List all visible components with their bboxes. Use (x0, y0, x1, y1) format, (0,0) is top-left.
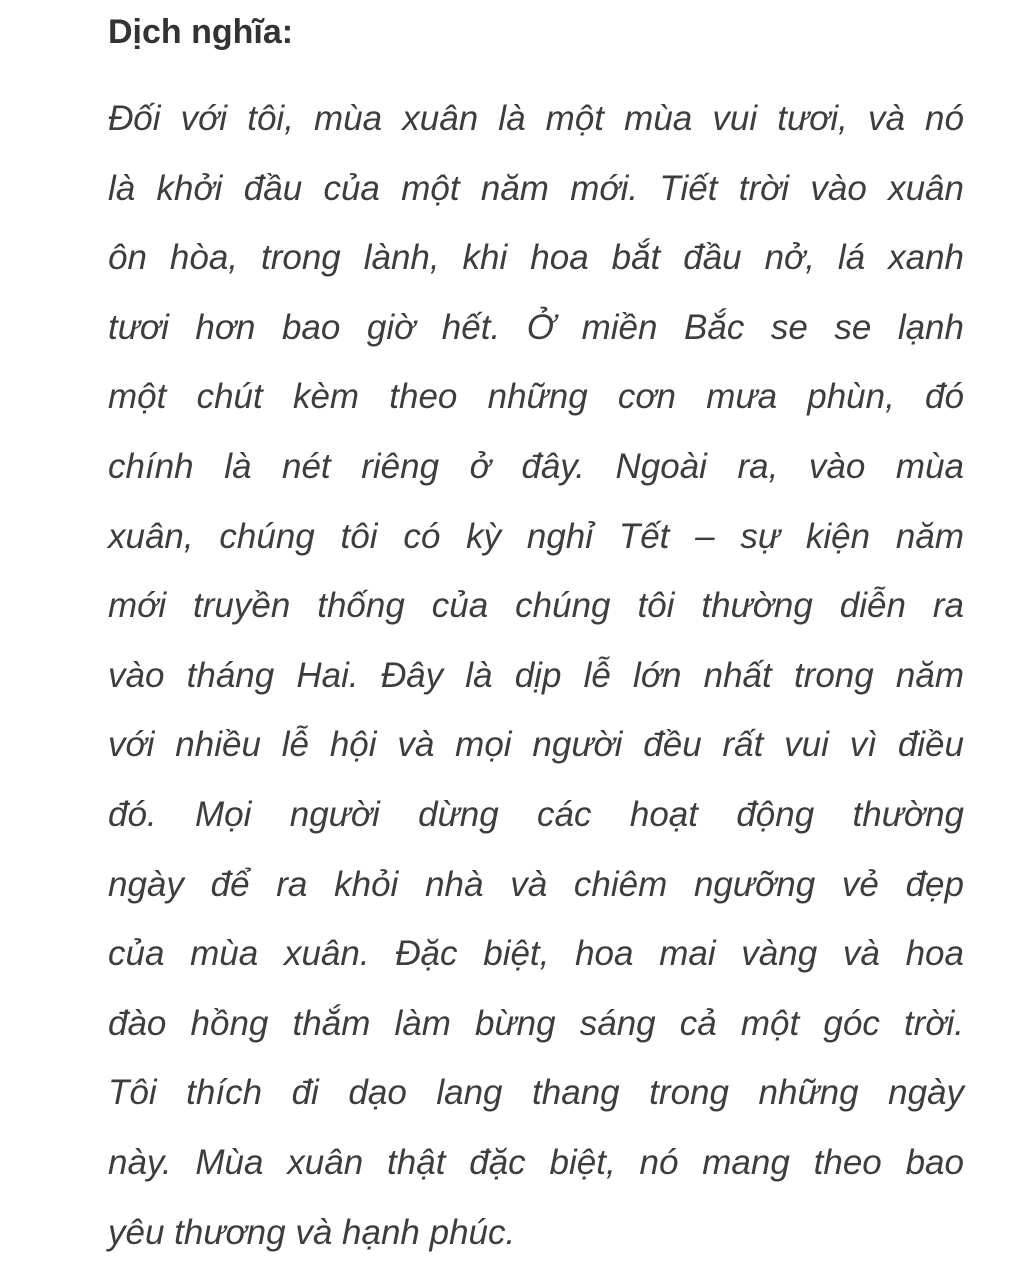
paragraph-line: đó. Mọi người dừng các hoạt động thường (108, 794, 964, 834)
paragraph-line: yêu thương và hạnh phúc. (108, 1212, 516, 1252)
paragraph-line: tươi hơn bao giờ hết. Ở miền Bắc se se lạnh (108, 307, 964, 347)
paragraph-line: Đối với tôi, mùa xuân là một mùa vui tươi, và nó (108, 99, 964, 138)
paragraph-line: Tôi thích đi dạo lang thang trong những ngày (108, 1073, 964, 1113)
paragraph-line: ôn hòa, trong lành, khi hoa bắt đầu nở, lá xanh (108, 238, 964, 278)
paragraph-line: mới truyền thống của chúng tôi thường diễn ra (108, 586, 964, 626)
paragraph-line: vào tháng Hai. Đây là dịp lễ lớn nhất trong năm (108, 655, 964, 695)
paragraph-line: ngày để ra khỏi nhà và chiêm ngưỡng vẻ đẹp (108, 864, 964, 904)
paragraph-line: là khởi đầu của một năm mới. Tiết trời vào xuân (108, 168, 964, 208)
paragraph-line: với nhiều lễ hội và mọi người đều rất vui vì điều (108, 725, 964, 765)
paragraph-line: này. Mùa xuân thật đặc biệt, nó mang theo bao (108, 1142, 964, 1182)
paragraph-line: xuân, chúng tôi có kỳ nghỉ Tết – sự kiện năm (108, 516, 964, 556)
translation-paragraph (108, 84, 964, 1267)
paragraph-line: một chút kèm theo những cơn mưa phùn, đó (108, 377, 964, 417)
translation-article (108, 0, 964, 1267)
paragraph-line: đào hồng thắm làm bừng sáng cả một góc trời. (108, 1003, 964, 1043)
paragraph-line: của mùa xuân. Đặc biệt, hoa mai vàng và hoa (108, 934, 964, 974)
paragraph-line: chính là nét riêng ở đây. Ngoài ra, vào mùa (108, 446, 964, 486)
section-heading: Dịch nghĩa: (108, 13, 294, 51)
